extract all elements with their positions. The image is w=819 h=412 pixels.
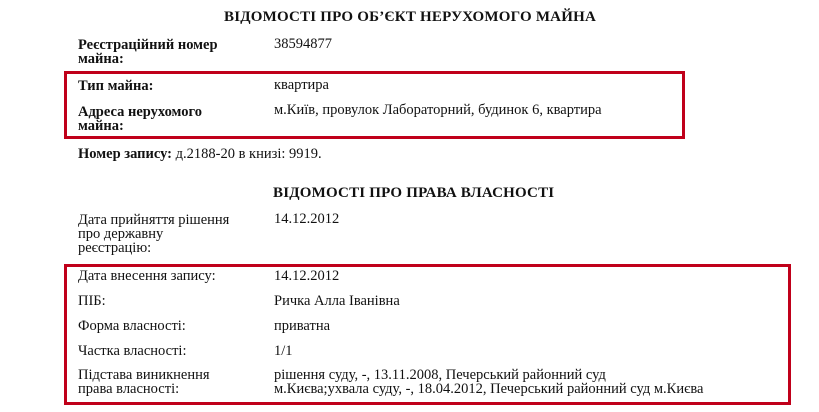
rights-section-title: ВІДОМОСТІ ПРО ПРАВА ВЛАСНОСТІ bbox=[273, 185, 555, 201]
record-number bbox=[78, 146, 322, 163]
ownership-share-value: 1/1 bbox=[274, 343, 293, 359]
decision-date-label-line3: реєстрацію: bbox=[78, 240, 152, 256]
owner-name-value: Ричка Алла Іванівна bbox=[274, 293, 400, 309]
reg-number-label bbox=[78, 38, 218, 66]
reg-number-label-line2: майна: bbox=[78, 51, 124, 67]
ownership-basis-value-line2: м.Києва;ухвала суду, -, 18.04.2012, Печерський районний суд м.Києва bbox=[274, 381, 704, 397]
ownership-basis-label-line2: права власності: bbox=[78, 381, 180, 397]
entry-date-value: 14.12.2012 bbox=[274, 268, 340, 284]
reg-number-label-line1: Реєстраційний номер bbox=[78, 37, 218, 53]
ownership-basis-label-line1: Підстава виникнення bbox=[78, 367, 210, 383]
decision-date-label-line1: Дата прийняття рішення bbox=[78, 212, 230, 228]
decision-date-value: 14.12.2012 bbox=[274, 211, 340, 227]
ownership-form-value: приватна bbox=[274, 318, 331, 334]
address-label-line2: майна: bbox=[78, 118, 124, 134]
address-label-line1: Адреса нерухомого bbox=[78, 104, 202, 120]
record-number-value: д.2188-20 в книзі: 9919. bbox=[175, 146, 322, 162]
owner-name-label: ПІБ: bbox=[78, 293, 106, 309]
decision-date-label-line2: про державну bbox=[78, 226, 164, 242]
address-value: м.Київ, провулок Лабораторний, будинок 6, квартира bbox=[274, 102, 602, 118]
decision-date-label bbox=[78, 213, 229, 255]
entry-date-label: Дата внесення запису: bbox=[78, 268, 216, 284]
ownership-share-label: Частка власності: bbox=[78, 343, 187, 359]
ownership-basis-value bbox=[274, 368, 703, 396]
ownership-form-label: Форма власності: bbox=[78, 318, 186, 334]
ownership-basis-label bbox=[78, 368, 210, 396]
property-type-label: Тип майна: bbox=[78, 78, 154, 94]
property-type-value: квартира bbox=[274, 77, 329, 93]
address-label bbox=[78, 105, 202, 133]
record-number-label: Номер запису: bbox=[78, 146, 172, 162]
ownership-basis-value-line1: рішення суду, -, 13.11.2008, Печерський районний суд bbox=[274, 367, 606, 383]
reg-number-value: 38594877 bbox=[274, 36, 332, 52]
object-section-title: ВІДОМОСТІ ПРО ОБ’ЄКТ НЕРУХОМОГО МАЙНА bbox=[224, 9, 596, 25]
